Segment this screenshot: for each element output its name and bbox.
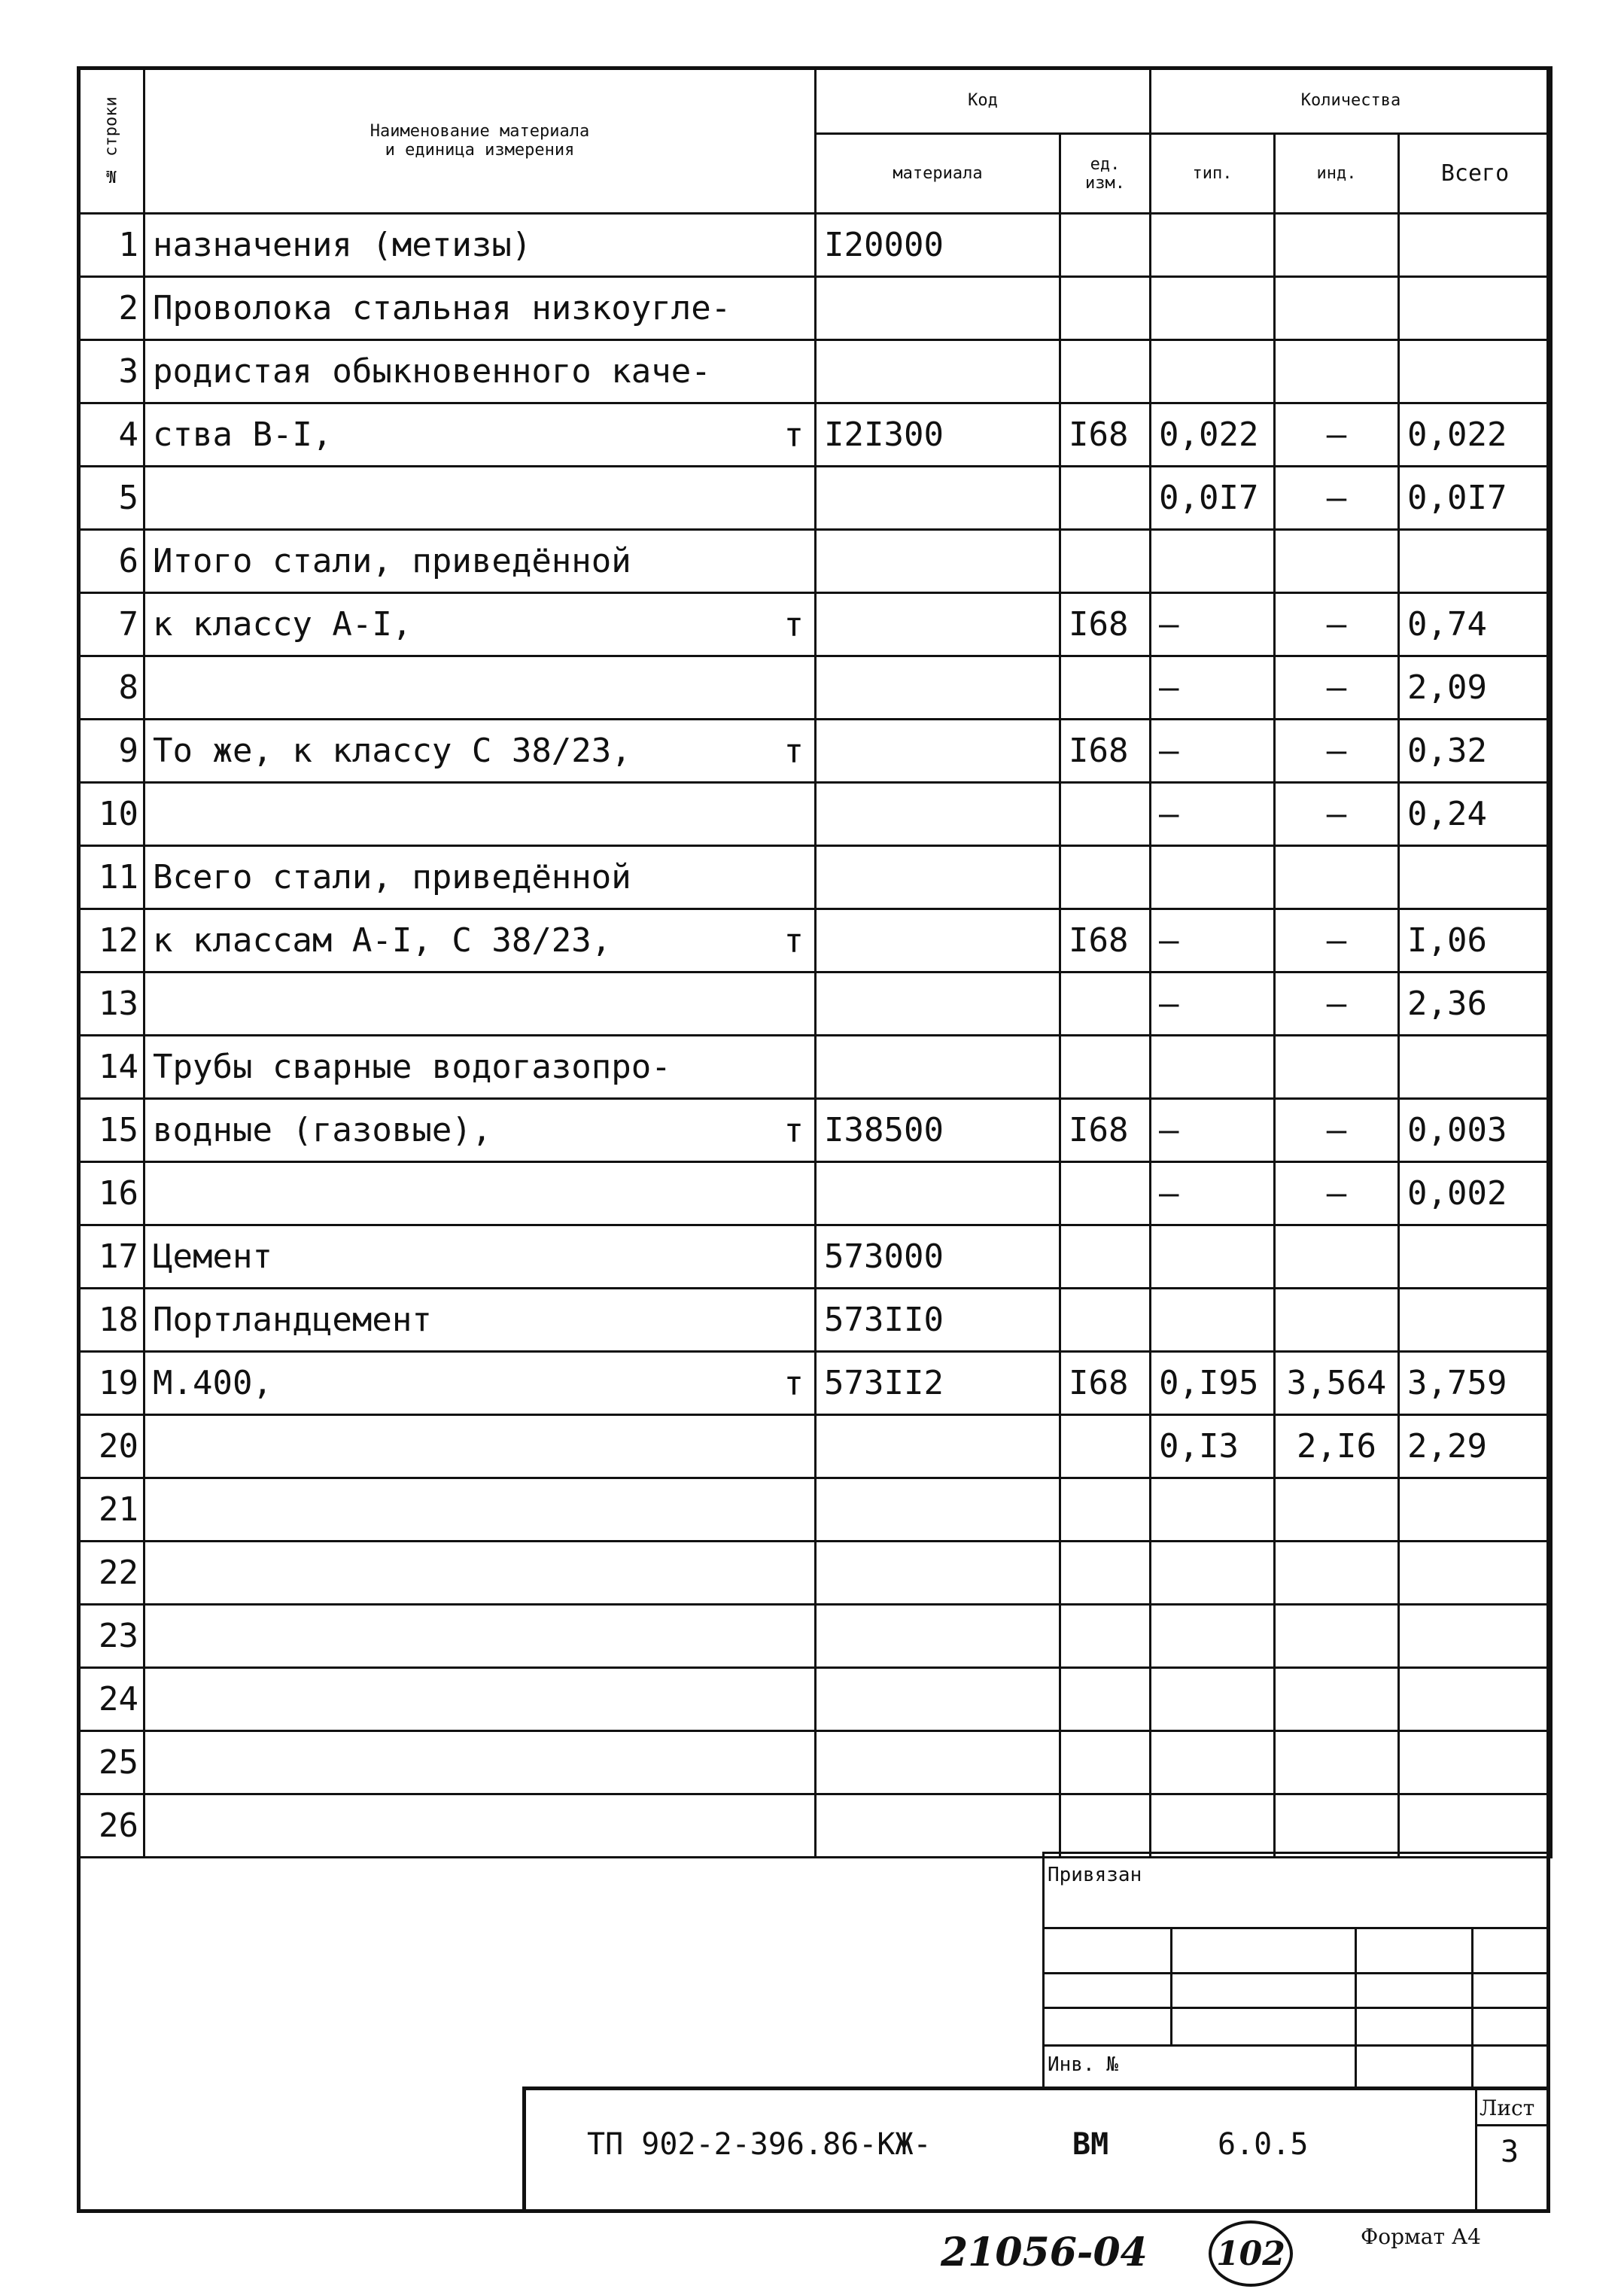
stamp-line (1042, 1852, 1550, 1854)
unit-code: I68 (1060, 1099, 1151, 1162)
material-name-text: к классам А-I, С 38/23, (153, 921, 612, 960)
qty-total: 2,29 (1399, 1415, 1552, 1478)
format-label: Формат А4 (1361, 2224, 1481, 2249)
qty-total: I,06 (1399, 909, 1552, 972)
material-code (816, 656, 1060, 720)
qty-total (1399, 277, 1552, 340)
table-row (78, 1036, 1552, 1099)
privyazan-label: Привязан (1048, 1864, 1142, 1886)
qty-total: 0,003 (1399, 1099, 1552, 1162)
qty-tip: 0,0I7 (1151, 467, 1275, 530)
material-name-text: ства В-I, (153, 415, 333, 454)
header-quantity: Количества (1151, 68, 1552, 134)
material-name (144, 1225, 816, 1289)
unit-code: I68 (1060, 403, 1151, 467)
qty-ind: – (1275, 972, 1399, 1036)
qty-tip: 0,I3 (1151, 1415, 1275, 1478)
material-code (816, 1036, 1060, 1099)
header-qty-tip: тип. (1151, 134, 1275, 214)
qty-ind (1275, 1478, 1399, 1542)
material-code (816, 1478, 1060, 1542)
material-name-text: к классу А-I, (153, 605, 412, 644)
unit-code: I68 (1060, 720, 1151, 783)
qty-ind (1275, 1542, 1399, 1605)
row-number: 12 (78, 909, 144, 972)
stamp-line (1042, 2007, 1550, 2009)
qty-tip (1151, 1605, 1275, 1668)
table-row (78, 1162, 1552, 1225)
qty-total: 0,0I7 (1399, 467, 1552, 530)
header-name: Наименование материала и единица измерения (144, 68, 816, 214)
row-number: 13 (78, 972, 144, 1036)
handwritten-number: 21056-04 (941, 2230, 1148, 2275)
table-row (78, 909, 1552, 972)
unit-code (1060, 1036, 1151, 1099)
unit-code: I68 (1060, 909, 1151, 972)
stamp-line (1355, 1927, 1357, 2087)
qty-tip: – (1151, 1099, 1275, 1162)
qty-tip (1151, 1731, 1275, 1794)
table-row (78, 972, 1552, 1036)
material-name (144, 656, 816, 720)
measure-unit: т (783, 1111, 804, 1149)
row-number: 2 (78, 277, 144, 340)
qty-total (1399, 1668, 1552, 1731)
material-code (816, 277, 1060, 340)
unit-code (1060, 277, 1151, 340)
measure-unit: т (783, 605, 804, 644)
unit-code (1060, 1731, 1151, 1794)
circled-number: 102 (1216, 2234, 1285, 2273)
material-name (144, 1478, 816, 1542)
material-name (144, 1605, 816, 1668)
table-row (78, 783, 1552, 846)
row-number: 7 (78, 593, 144, 656)
qty-total (1399, 340, 1552, 403)
table-row (78, 1289, 1552, 1352)
row-number: 20 (78, 1415, 144, 1478)
qty-tip: – (1151, 909, 1275, 972)
row-number: 22 (78, 1542, 144, 1605)
row-number: 21 (78, 1478, 144, 1542)
unit-code (1060, 656, 1151, 720)
qty-total (1399, 1225, 1552, 1289)
qty-total (1399, 1036, 1552, 1099)
qty-ind: – (1275, 593, 1399, 656)
material-name (144, 1794, 816, 1858)
material-code (816, 720, 1060, 783)
qty-total: 2,36 (1399, 972, 1552, 1036)
qty-total: 0,74 (1399, 593, 1552, 656)
qty-ind: – (1275, 720, 1399, 783)
qty-tip (1151, 1668, 1275, 1731)
unit-code (1060, 467, 1151, 530)
row-number: 6 (78, 530, 144, 593)
qty-tip (1151, 1225, 1275, 1289)
table-row (78, 340, 1552, 403)
material-code (816, 593, 1060, 656)
row-number: 4 (78, 403, 144, 467)
qty-total (1399, 1794, 1552, 1858)
unit-code (1060, 1605, 1151, 1668)
qty-tip: 0,I95 (1151, 1352, 1275, 1415)
qty-total: 0,24 (1399, 783, 1552, 846)
material-name-text: Итого стали, приведённой (153, 542, 631, 580)
qty-total (1399, 846, 1552, 909)
qty-tip (1151, 214, 1275, 277)
qty-tip (1151, 1036, 1275, 1099)
material-code (816, 1668, 1060, 1731)
qty-tip (1151, 530, 1275, 593)
qty-ind: – (1275, 656, 1399, 720)
qty-total (1399, 1478, 1552, 1542)
qty-tip (1151, 1478, 1275, 1542)
material-name (144, 1542, 816, 1605)
table-row (78, 530, 1552, 593)
stamp-line (1042, 1972, 1550, 1974)
qty-total (1399, 1605, 1552, 1668)
material-name (144, 972, 816, 1036)
material-name (144, 340, 816, 403)
qty-ind: – (1275, 467, 1399, 530)
table-row (78, 1225, 1552, 1289)
material-code: I20000 (816, 214, 1060, 277)
stamp-line (1471, 1927, 1473, 2087)
material-code: 573000 (816, 1225, 1060, 1289)
header-code-material: материала (816, 134, 1060, 214)
material-code (816, 1794, 1060, 1858)
table-row (78, 1731, 1552, 1794)
qty-tip: 0,022 (1151, 403, 1275, 467)
material-code (816, 1415, 1060, 1478)
material-name (144, 1162, 816, 1225)
qty-ind (1275, 1668, 1399, 1731)
material-name (144, 214, 816, 277)
table-row (78, 403, 1552, 467)
unit-code (1060, 972, 1151, 1036)
qty-ind (1275, 214, 1399, 277)
material-code (816, 1731, 1060, 1794)
qty-total: 0,002 (1399, 1162, 1552, 1225)
material-code (816, 340, 1060, 403)
material-code (816, 846, 1060, 909)
qty-total: 3,759 (1399, 1352, 1552, 1415)
sheet-label: Лист (1480, 2096, 1535, 2120)
measure-unit: т (783, 415, 804, 454)
unit-code (1060, 530, 1151, 593)
table-row (78, 1099, 1552, 1162)
qty-tip: – (1151, 720, 1275, 783)
material-name (144, 593, 816, 656)
material-name (144, 530, 816, 593)
table-row (78, 1415, 1552, 1478)
material-name-text: Всего стали, приведённой (153, 858, 631, 896)
material-code (816, 530, 1060, 593)
table-row (78, 656, 1552, 720)
material-name-text: назначения (метизы) (153, 226, 532, 264)
qty-ind: – (1275, 1099, 1399, 1162)
material-code (816, 1162, 1060, 1225)
circled-number-stamp (1209, 2220, 1293, 2287)
qty-total (1399, 530, 1552, 593)
doc-number: 6.0.5 (1218, 2127, 1309, 2162)
qty-ind (1275, 530, 1399, 593)
unit-code (1060, 214, 1151, 277)
qty-ind (1275, 340, 1399, 403)
measure-unit: т (783, 732, 804, 770)
qty-ind (1275, 1289, 1399, 1352)
material-code: 573II2 (816, 1352, 1060, 1415)
qty-ind: – (1275, 1162, 1399, 1225)
unit-code (1060, 783, 1151, 846)
row-number: 15 (78, 1099, 144, 1162)
material-name (144, 1352, 816, 1415)
material-code (816, 1605, 1060, 1668)
table-row (78, 277, 1552, 340)
qty-tip (1151, 1289, 1275, 1352)
material-code: I2I300 (816, 403, 1060, 467)
material-name (144, 403, 816, 467)
material-name (144, 277, 816, 340)
material-code (816, 783, 1060, 846)
row-number: 14 (78, 1036, 144, 1099)
qty-tip (1151, 277, 1275, 340)
unit-code (1060, 1542, 1151, 1605)
material-name (144, 846, 816, 909)
unit-code (1060, 1478, 1151, 1542)
table-row (78, 720, 1552, 783)
unit-code (1060, 340, 1151, 403)
material-name (144, 1036, 816, 1099)
stamp-line (1042, 1927, 1550, 1929)
unit-code: I68 (1060, 593, 1151, 656)
material-name-text: Портландцемент (153, 1301, 432, 1339)
material-name (144, 720, 816, 783)
table-row (78, 1352, 1552, 1415)
sheet-divider (1475, 2124, 1550, 2126)
row-number: 16 (78, 1162, 144, 1225)
qty-tip (1151, 1542, 1275, 1605)
sheet-number: 3 (1501, 2135, 1519, 2169)
stamp-line (1170, 1927, 1172, 2044)
table-row (78, 1542, 1552, 1605)
table-row (78, 467, 1552, 530)
inv-no-label: Инв. № (1048, 2053, 1118, 2076)
qty-tip (1151, 1794, 1275, 1858)
measure-unit: т (783, 921, 804, 960)
material-name-text: родистая обыкновенного каче- (153, 352, 711, 391)
row-number: 8 (78, 656, 144, 720)
qty-ind (1275, 1605, 1399, 1668)
measure-unit: т (783, 1364, 804, 1402)
material-name-text: То же, к классу С 38/23, (153, 732, 631, 770)
table-row (78, 1478, 1552, 1542)
material-name (144, 1415, 816, 1478)
qty-tip (1151, 846, 1275, 909)
material-code (816, 1542, 1060, 1605)
table-row (78, 214, 1552, 277)
table-row (78, 1794, 1552, 1858)
qty-total: 2,09 (1399, 656, 1552, 720)
material-name-text: М.400, (153, 1364, 272, 1402)
qty-ind (1275, 277, 1399, 340)
unit-code: I68 (1060, 1352, 1151, 1415)
qty-total: 0,32 (1399, 720, 1552, 783)
row-number: 9 (78, 720, 144, 783)
row-number: 26 (78, 1794, 144, 1858)
unit-code (1060, 1162, 1151, 1225)
material-code (816, 972, 1060, 1036)
stamp-line (1042, 2044, 1550, 2047)
materials-table (77, 66, 1553, 1858)
row-number: 3 (78, 340, 144, 403)
material-name (144, 1099, 816, 1162)
qty-total (1399, 1542, 1552, 1605)
qty-total (1399, 1289, 1552, 1352)
qty-ind (1275, 1036, 1399, 1099)
material-name (144, 1668, 816, 1731)
qty-ind: – (1275, 909, 1399, 972)
qty-ind (1275, 1731, 1399, 1794)
material-name (144, 467, 816, 530)
qty-total (1399, 1731, 1552, 1794)
row-number: 19 (78, 1352, 144, 1415)
row-number: 23 (78, 1605, 144, 1668)
header-qty-ind: инд. (1275, 134, 1399, 214)
table-row (78, 1668, 1552, 1731)
material-code: 573II0 (816, 1289, 1060, 1352)
material-name-text: Проволока стальная низкоугле- (153, 289, 731, 327)
qty-ind: – (1275, 403, 1399, 467)
table-row (78, 593, 1552, 656)
material-name-text: Трубы сварные водогазопро- (153, 1048, 671, 1086)
material-name (144, 909, 816, 972)
stamp-privyazan-box (1042, 1852, 1550, 2087)
material-name-text: водные (газовые), (153, 1111, 492, 1149)
header-row-no: № строки (78, 68, 144, 214)
qty-ind (1275, 846, 1399, 909)
row-number: 18 (78, 1289, 144, 1352)
unit-code (1060, 1668, 1151, 1731)
unit-code (1060, 1289, 1151, 1352)
row-number: 10 (78, 783, 144, 846)
material-name (144, 1731, 816, 1794)
header-qty-total: Всего (1399, 134, 1552, 214)
qty-ind: 3,564 (1275, 1352, 1399, 1415)
qty-ind: – (1275, 783, 1399, 846)
unit-code (1060, 846, 1151, 909)
table-row (78, 1605, 1552, 1668)
doc-section: ВМ (1072, 2127, 1109, 2162)
unit-code (1060, 1225, 1151, 1289)
qty-total: 0,022 (1399, 403, 1552, 467)
qty-tip: – (1151, 972, 1275, 1036)
material-code: I38500 (816, 1099, 1060, 1162)
material-name-text: Цемент (153, 1237, 272, 1276)
doc-code: ТП 902-2-396.86-КЖ- (587, 2127, 932, 2162)
qty-tip: – (1151, 656, 1275, 720)
header-code: Код (816, 68, 1151, 134)
row-number: 17 (78, 1225, 144, 1289)
qty-tip (1151, 340, 1275, 403)
material-code (816, 467, 1060, 530)
qty-ind (1275, 1794, 1399, 1858)
row-number: 5 (78, 467, 144, 530)
qty-tip: – (1151, 1162, 1275, 1225)
material-name (144, 1289, 816, 1352)
qty-tip: – (1151, 593, 1275, 656)
header-code-unit: ед. изм. (1060, 134, 1151, 214)
row-number: 25 (78, 1731, 144, 1794)
sheet-divider (1475, 2087, 1477, 2213)
unit-code (1060, 1794, 1151, 1858)
qty-ind: 2,I6 (1275, 1415, 1399, 1478)
material-code (816, 909, 1060, 972)
qty-ind (1275, 1225, 1399, 1289)
row-number: 11 (78, 846, 144, 909)
qty-tip: – (1151, 783, 1275, 846)
qty-total (1399, 214, 1552, 277)
table-row (78, 846, 1552, 909)
row-number: 1 (78, 214, 144, 277)
material-name (144, 783, 816, 846)
unit-code (1060, 1415, 1151, 1478)
row-number: 24 (78, 1668, 144, 1731)
